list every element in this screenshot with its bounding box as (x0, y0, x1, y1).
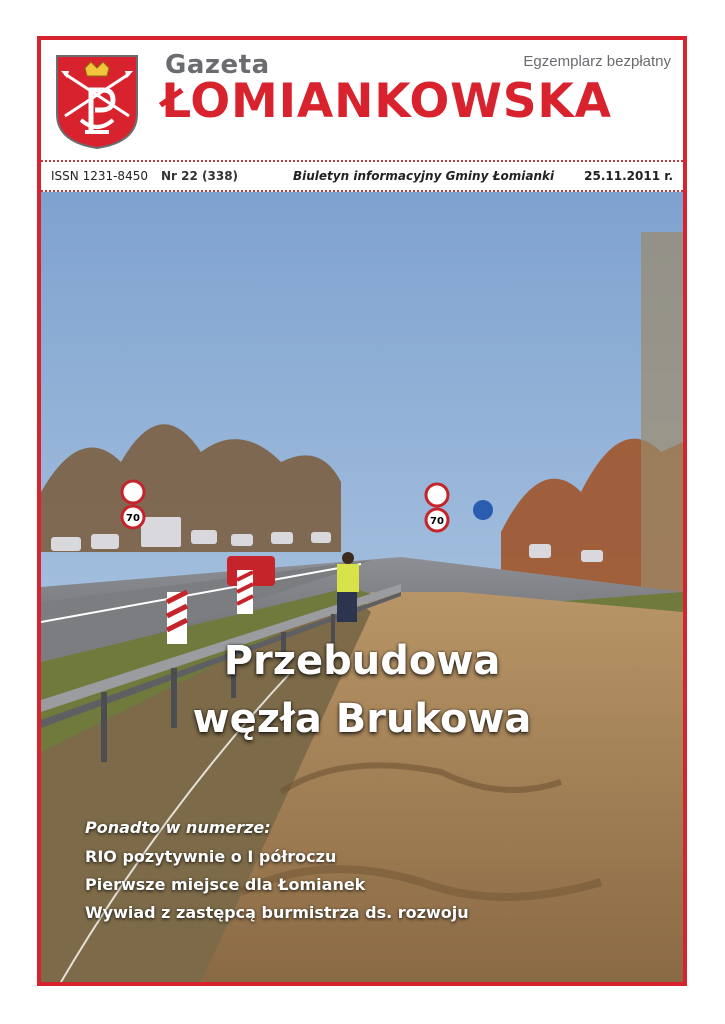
issue-number: Nr 22 (338) (161, 169, 239, 183)
masthead-title: ŁOMIANKOWSKA (161, 74, 612, 129)
issue-info-bar (41, 160, 683, 192)
coat-of-arms-icon (55, 54, 139, 150)
speed-limit-sign-2: 70 (430, 516, 444, 527)
teasers-list (85, 818, 469, 931)
teaser-item[interactable]: Pierwsze miejsce dla Łomianek (85, 875, 366, 894)
teasers-lead: Ponadto w numerze: (85, 818, 271, 837)
headline-line-2: węzła Brukowa (192, 696, 532, 742)
cover-frame (37, 36, 687, 986)
speed-limit-sign: 70 (126, 513, 140, 524)
masthead (41, 40, 683, 160)
masthead-title-small: Gazeta (165, 50, 270, 80)
free-copy-label: Egzemplarz bezpłatny (523, 53, 671, 70)
headline-line-1: Przebudowa (223, 638, 501, 684)
bulletin-subtitle: Biuletyn informacyjny Gminy Łomianki (293, 169, 555, 183)
issn-number: ISSN 1231-8450 (51, 169, 148, 183)
teaser-item[interactable]: Wywiad z zastępcą burmistrza ds. rozwoju (85, 903, 469, 922)
issue-date: 25.11.2011 r. (584, 169, 673, 183)
teaser-item[interactable]: RIO pozytywnie o I półroczu (85, 847, 337, 866)
cover-headline (41, 632, 683, 748)
